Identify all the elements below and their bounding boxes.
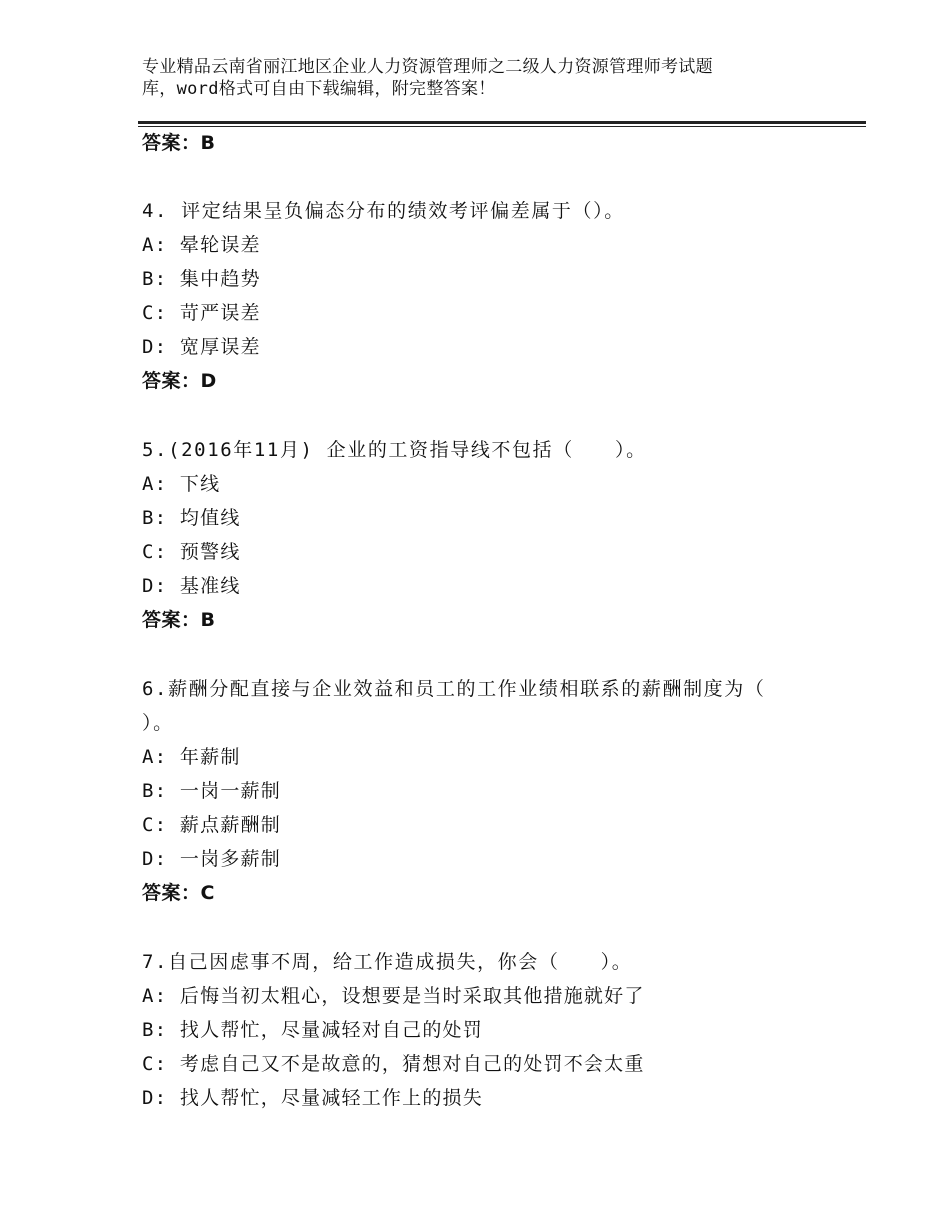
question-5-option-c: C: 预警线 (142, 541, 241, 563)
previous-answer: 答案：B (142, 132, 216, 154)
question-7-option-b: B: 找人帮忙，尽量减轻对自己的处罚 (142, 1019, 483, 1041)
question-4-option-a: A: 晕轮误差 (142, 234, 261, 256)
question-5-option-d: D: 基准线 (142, 575, 241, 597)
question-4-option-c: C: 苛严误差 (142, 302, 261, 324)
question-6-answer: 答案：C (142, 882, 215, 904)
question-6-option-a: A: 年薪制 (142, 746, 241, 768)
question-6-stem-continued: ）。 (142, 712, 174, 734)
question-7-option-a: A: 后悔当初太粗心，设想要是当时采取其他措施就好了 (142, 985, 645, 1007)
question-7-option-d: D: 找人帮忙，尽量减轻工作上的损失 (142, 1087, 483, 1109)
question-6-stem: 6.薪酬分配直接与企业效益和员工的工作业绩相联系的薪酬制度为（ (142, 678, 766, 700)
question-6-option-c: C: 薪点薪酬制 (142, 814, 281, 836)
header-rule-thin (138, 126, 866, 127)
question-5-option-b: B: 均值线 (142, 507, 241, 529)
question-5-answer: 答案：B (142, 609, 216, 631)
header-line-1: 专业精品云南省丽江地区企业人力资源管理师之二级人力资源管理师考试题 (142, 57, 713, 77)
question-7-option-c: C: 考虑自己又不是故意的，猜想对自己的处罚不会太重 (142, 1053, 645, 1075)
document-header (142, 56, 822, 100)
question-4-answer: 答案：D (142, 370, 217, 392)
question-7-stem: 7.自己因虑事不周，给工作造成损失，你会（ ）。 (142, 951, 633, 973)
question-5-stem: 5.(2016年11月) 企业的工资指导线不包括（ ）。 (142, 439, 647, 461)
question-6-option-b: B: 一岗一薪制 (142, 780, 281, 802)
question-4-stem: 4. 评定结果呈负偏态分布的绩效考评偏差属于（）。 (142, 200, 625, 222)
header-line-2: 库，word格式可自由下载编辑，附完整答案！ (142, 79, 496, 99)
question-4-option-d: D: 宽厚误差 (142, 336, 261, 358)
question-6-option-d: D: 一岗多薪制 (142, 848, 281, 870)
question-5-option-a: A: 下线 (142, 473, 221, 495)
header-rule-thick (138, 121, 866, 124)
question-4-option-b: B: 集中趋势 (142, 268, 261, 290)
